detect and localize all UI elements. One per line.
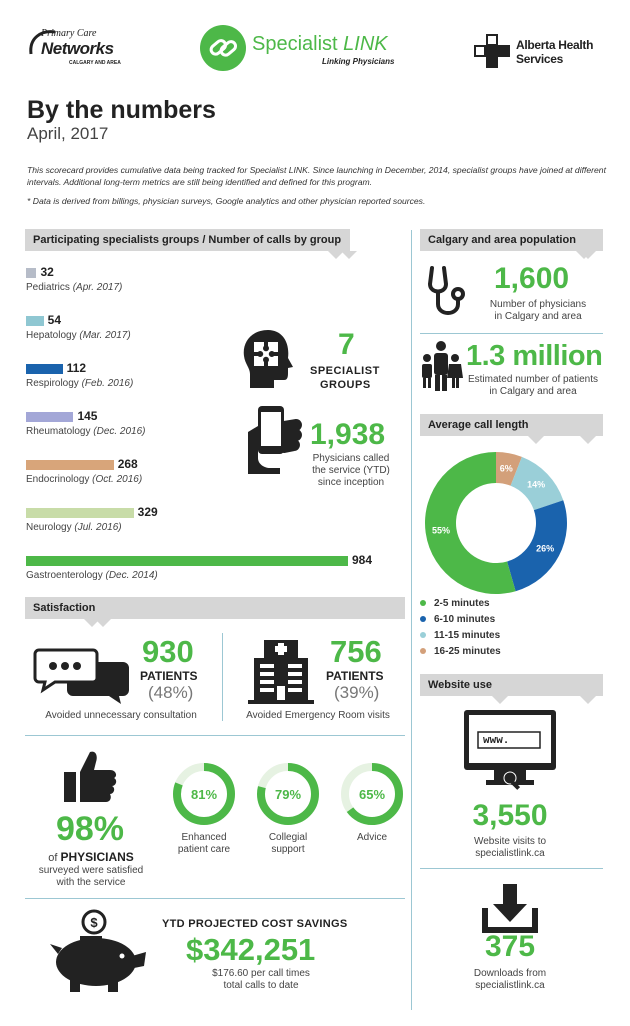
- bar-label-pediatrics: [26, 282, 122, 293]
- bar-respirology: [26, 364, 63, 374]
- bar-category: Neurology: [26, 522, 75, 533]
- website-visits-label-1: Website visits to: [473, 836, 547, 847]
- avoided-er-unit: PATIENTS: [326, 669, 384, 683]
- bar-hepatology: [26, 316, 44, 326]
- bar-neurology: [26, 508, 134, 518]
- ring-label: Collegial: [268, 832, 308, 843]
- specialist-label-2: GROUPS: [320, 379, 371, 391]
- legend-label: 6-10 minutes: [434, 614, 496, 625]
- stethoscope-icon: [424, 264, 470, 322]
- satisfaction-hdivider-1: [25, 735, 405, 736]
- bar-date: (Dec. 2016): [93, 426, 146, 437]
- downloads-label-2: specialistlink.ca: [475, 980, 545, 991]
- bar-value-gastroenterology: 984: [352, 553, 373, 567]
- savings-label-1: $176.60 per call times: [212, 968, 310, 979]
- donut-label-4: 6%: [499, 463, 513, 474]
- bar-value-neurology: 329: [137, 505, 158, 519]
- avoided-er-count: 756: [330, 634, 382, 669]
- bar-value-pediatrics: 32: [40, 265, 54, 279]
- physicians-label-1: Number of physicians: [489, 299, 587, 310]
- avoided-consult-pct: (48%): [148, 683, 194, 702]
- bar-rheumatology: [26, 412, 73, 422]
- bar-category: Pediatrics: [26, 282, 73, 293]
- call-length-legend: [420, 598, 600, 664]
- bar-value-endocrinology: 268: [117, 457, 138, 471]
- bar-label-hepatology: [26, 330, 131, 341]
- ring-pct: 81%: [190, 787, 218, 802]
- physicians-satisfied-label-1: surveyed were satisfied: [38, 865, 144, 876]
- website-visits-count: 3,550: [472, 799, 548, 832]
- ring-pct: 79%: [274, 787, 302, 802]
- ahs-logo: [474, 34, 604, 70]
- specialist-title-a: Specialist: [252, 33, 344, 55]
- chain-link-icon: [200, 25, 246, 71]
- ring-1: [172, 762, 236, 826]
- bar-date: (Mar. 2017): [79, 330, 131, 341]
- downloads-count: 375: [484, 930, 536, 963]
- legend-dot: [420, 600, 426, 606]
- website-divider: [420, 868, 603, 869]
- savings-label-2: total calls to date: [223, 980, 299, 991]
- donut-label-3: 14%: [527, 479, 546, 490]
- satisfaction-rings: [170, 762, 410, 862]
- bar-gastroenterology: [26, 556, 348, 566]
- satisfaction-heading: Satisfaction: [25, 597, 405, 619]
- groups-heading-pointer: [328, 251, 344, 259]
- bar-category: Gastroenterology: [26, 570, 106, 581]
- satisfaction-heading-pointer: [84, 619, 100, 627]
- ahs-cross-icon: [474, 34, 510, 68]
- ring-label: Advice: [356, 832, 387, 843]
- legend-label: 2-5 minutes: [434, 598, 490, 609]
- pcn-logo: [27, 26, 137, 74]
- download-icon: [481, 884, 539, 934]
- avoided-consult-count: 930: [142, 634, 194, 669]
- avoided-consult-label: Avoided unnecessary consultation: [45, 710, 197, 721]
- physicians-called-count: 1,938: [310, 418, 386, 451]
- population-divider: [420, 333, 603, 334]
- patients-label-1: Estimated number of patients: [467, 374, 599, 385]
- bar-category: Endocrinology: [26, 474, 93, 485]
- downloads-label-1: Downloads from: [473, 968, 547, 979]
- website-heading: Website use: [420, 674, 603, 696]
- bar-label-endocrinology: [26, 474, 142, 485]
- specialist-count: 7: [338, 328, 355, 361]
- specialist-tagline: Linking Physicians: [322, 57, 395, 66]
- ring-3: [340, 762, 404, 826]
- savings-heading: YTD PROJECTED COST SAVINGS: [162, 918, 348, 930]
- page-date: April, 2017: [27, 124, 109, 143]
- ahs-line1: Alberta Health: [516, 38, 594, 52]
- pcn-line2: Networks: [41, 39, 114, 58]
- physicians-satisfied-label-2: with the service: [56, 877, 126, 888]
- ring-label: Enhanced: [181, 832, 227, 843]
- ahs-line2: Services: [516, 52, 563, 66]
- family-icon: [419, 340, 463, 392]
- bar-category: Respirology: [26, 378, 82, 389]
- legend-label: 16-25 minutes: [434, 646, 501, 657]
- bar-category: Hepatology: [26, 330, 80, 341]
- physicians-satisfied-unit-line: [16, 850, 166, 864]
- chat-bubbles-icon: [33, 646, 133, 706]
- website-heading-pointer: [580, 696, 596, 704]
- legend-dot: [420, 632, 426, 638]
- ring-label: patient care: [177, 844, 231, 855]
- ring-2: [256, 762, 320, 826]
- url-text: www.: [483, 735, 510, 747]
- svg-text:$: $: [90, 915, 98, 930]
- monitor-icon: [464, 710, 556, 790]
- bar-value-hepatology: 54: [47, 313, 62, 327]
- call-length-heading-pointer: [580, 436, 596, 444]
- ring-pct: 65%: [358, 787, 386, 802]
- bar-category: Rheumatology: [26, 426, 94, 437]
- bar-value-respirology: 112: [66, 361, 86, 375]
- specialist-label-1: SPECIALIST: [310, 365, 380, 377]
- bar-label-rheumatology: [26, 426, 146, 437]
- physicians-of: of: [48, 852, 61, 864]
- avoided-er-label: Avoided Emergency Room visits: [246, 710, 390, 721]
- hospital-icon: [248, 640, 314, 704]
- bar-date: (Oct. 2016): [92, 474, 143, 485]
- savings-amount: $342,251: [186, 932, 316, 967]
- footnote-text: * Data is derived from billings, physician surveys, Google analytics and other physician reported sources.: [27, 196, 426, 206]
- thumbs-up-icon: [62, 748, 118, 804]
- bar-endocrinology: [26, 460, 114, 470]
- groups-heading: Participating specialists groups / Number of calls by group: [25, 229, 350, 251]
- call-length-donut-chart: [410, 448, 600, 598]
- bar-date: (Feb. 2016): [81, 378, 134, 389]
- brain-head-icon: [240, 328, 296, 390]
- smartphone-hand-icon: [240, 402, 302, 474]
- physicians-satisfied-pct: 98%: [55, 810, 125, 848]
- population-heading: Calgary and area population: [420, 229, 603, 251]
- legend-item: [420, 646, 501, 657]
- specialist-title-b: LINK: [343, 33, 388, 55]
- bar-label-gastroenterology: [26, 570, 158, 581]
- bar-label-respirology: [26, 378, 133, 389]
- bar-date: (Apr. 2017): [72, 282, 123, 293]
- patients-count: 1.3 million: [466, 340, 603, 372]
- physicians-called-label-3: since inception: [317, 477, 385, 488]
- donut-label-2: 26%: [536, 543, 555, 554]
- bar-label-neurology: [26, 522, 122, 533]
- legend-dot: [420, 648, 426, 654]
- avoided-consult-unit: PATIENTS: [140, 669, 198, 683]
- specialist-link-title: [252, 33, 388, 56]
- pcn-line3: CALGARY AND AREA: [69, 60, 121, 66]
- donut-label-1: 55%: [432, 525, 451, 536]
- patients-label-2: in Calgary and area: [489, 386, 577, 397]
- physicians-count: 1,600: [494, 262, 570, 295]
- legend-item: [420, 598, 490, 609]
- page-title: By the numbers: [27, 96, 216, 124]
- physicians-called-label-2: the service (YTD): [312, 465, 390, 476]
- bar-date: (Dec. 2014): [105, 570, 158, 581]
- legend-label: 11-15 minutes: [434, 630, 501, 641]
- bar-pediatrics: [26, 268, 36, 278]
- legend-dot: [420, 616, 426, 622]
- satisfaction-divider: [222, 633, 223, 721]
- legend-item: [420, 630, 500, 641]
- bar-value-rheumatology: 145: [77, 409, 98, 423]
- physicians-label-2: in Calgary and area: [494, 311, 582, 322]
- physicians-called-label-1: Physicians called: [312, 453, 390, 464]
- piggy-bank-icon: [48, 908, 148, 994]
- bar-date: (Jul. 2016): [74, 522, 122, 533]
- specialist-link-logo: [200, 25, 400, 73]
- satisfaction-hdivider-2: [25, 898, 405, 899]
- legend-item: [420, 614, 495, 625]
- website-visits-label-2: specialistlink.ca: [475, 848, 545, 859]
- pcn-line1: Primary Care: [41, 28, 97, 39]
- population-heading-pointer: [580, 251, 596, 259]
- call-length-heading: Average call length: [420, 414, 603, 436]
- ring-label: support: [271, 844, 305, 855]
- physicians-unit: PHYSICIANS: [60, 850, 134, 864]
- intro-text: This scorecard provides cumulative data being tracked for Specialist LINK. Since launching in December, 2014, specialist groups have joined at different intervals. Additional long-term metrics are still being identified and defined for this program.: [27, 165, 606, 187]
- column-divider: [411, 230, 412, 1010]
- avoided-er-pct: (39%): [334, 683, 380, 702]
